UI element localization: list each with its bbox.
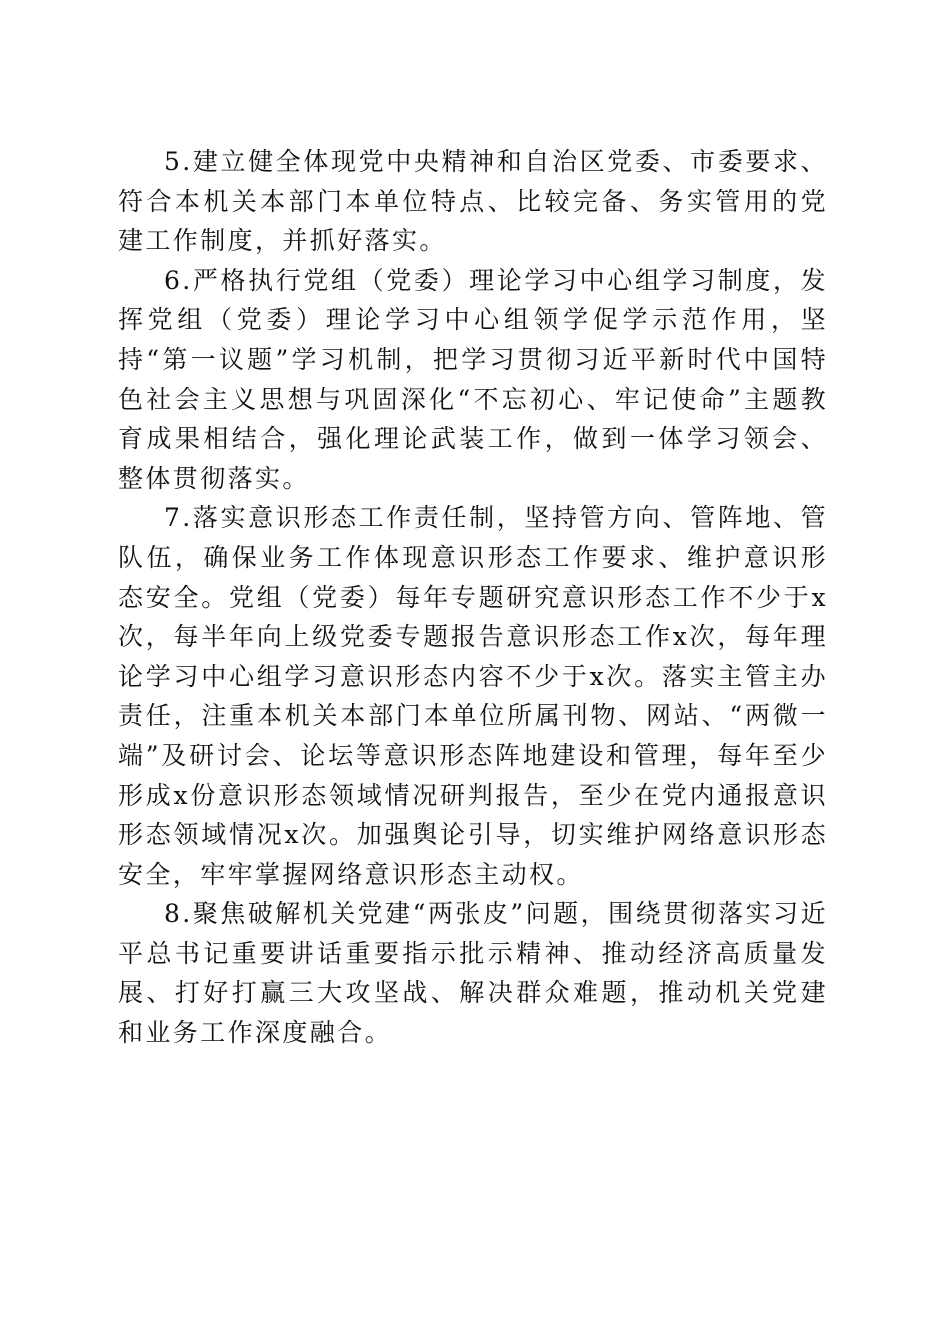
paragraph-item-8: 8.聚焦破解机关党建“两张皮”问题，围绕贯彻落实习近平总书记重要讲话重要指示批示精神、推动经济高质量发展、打好打赢三大攻坚战、解决群众难题，推动机关党建和业务工作深度融合。 — [118, 899, 828, 1048]
document-body — [118, 142, 828, 1053]
paragraph-item-7: 7.落实意识形态工作责任制，坚持管方向、管阵地、管队伍，确保业务工作体现意识形态工作要求、维护意识形态安全。党组（党委）每年专题研究意识形态工作不少于x次，每半年向上级党委专题报告意识形态工作x次，每年理论学习中心组学习意识形态内容不少于x次。落实主管主办责任，注重本机关本部门本单位所属刊物、网站、“两微一端”及研讨会、论坛等意识形态阵地建设和管理，每年至少形成x份意识形态领域情况研判报告，至少在党内通报意识形态领域情况x次。加强舆论引导，切实维护网络意识形态安全，牢牢掌握网络意识形态主动权。 — [118, 503, 828, 889]
paragraph-item-6: 6.严格执行党组（党委）理论学习中心组学习制度，发挥党组（党委）理论学习中心组领学促学示范作用，坚持“第一议题”学习机制，把学习贯彻习近平新时代中国特色社会主义思想与巩固深化“不忘初心、牢记使命”主题教育成果相结合，强化理论武装工作，做到一体学习领会、整体贯彻落实。 — [118, 265, 828, 493]
paragraph-item-5: 5.建立健全体现党中央精神和自治区党委、市委要求、符合本机关本部门本单位特点、比较完备、务实管用的党建工作制度，并抓好落实。 — [118, 147, 828, 256]
